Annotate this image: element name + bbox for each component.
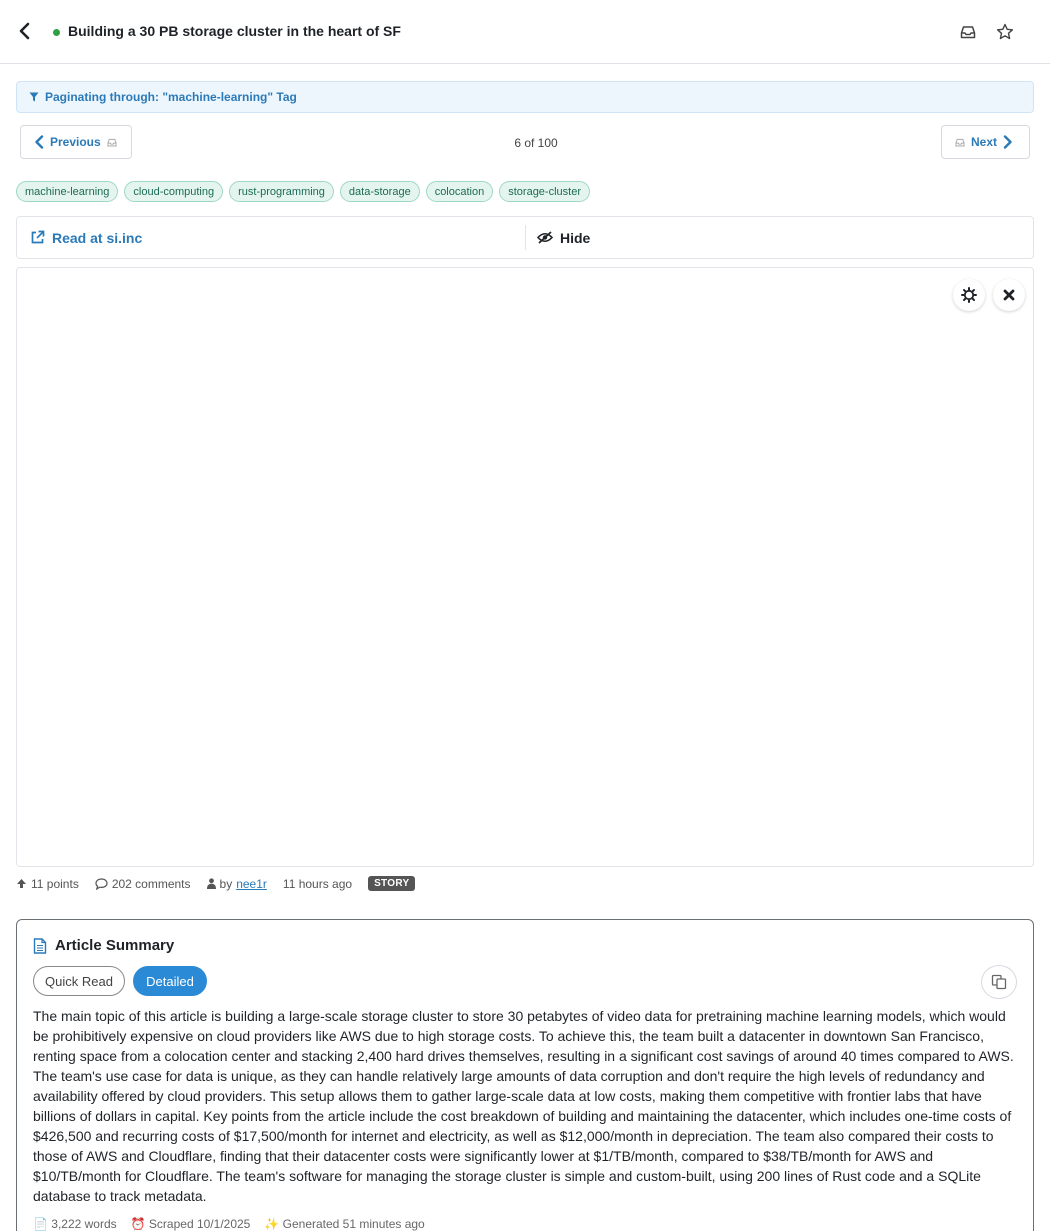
summary-title <box>33 937 174 954</box>
comments-label: 202 comments <box>111 876 191 891</box>
next-label: Next <box>971 135 998 149</box>
page-title: Building a 30 PB storage cluster in the heart of SF <box>68 23 401 39</box>
tag-storage-cluster[interactable]: storage-cluster <box>499 181 590 202</box>
generated-time: ✨ Generated 51 minutes ago <box>264 1217 425 1231</box>
read-original-link[interactable] <box>17 225 526 250</box>
detailed-toggle[interactable]: Detailed <box>133 966 207 996</box>
pagination-banner-text: Paginating through: "machine-learning" Tag <box>45 90 297 104</box>
author-link[interactable]: nee1r <box>236 876 267 891</box>
tag-cloud-computing[interactable]: cloud-computing <box>124 181 223 202</box>
tag-colocation[interactable]: colocation <box>426 181 494 202</box>
summary-title-text: Article Summary <box>55 937 175 954</box>
favorite-button[interactable] <box>993 20 1017 44</box>
author <box>207 877 267 891</box>
arrow-up-icon <box>16 878 27 889</box>
document-icon <box>33 938 47 954</box>
inbox-icon <box>960 25 976 39</box>
read-original-label: Read at si.inc <box>52 229 143 246</box>
frame-settings-button[interactable] <box>953 279 985 311</box>
hide-label: Hide <box>560 229 591 246</box>
points <box>16 877 79 891</box>
tag-machine-learning[interactable]: machine-learning <box>16 181 118 202</box>
filter-icon <box>29 92 39 102</box>
summary-text: The main topic of this article is building a large-scale storage cluster to store 30 petabytes of video data for pretraining machine learning models, which would be prohibitively expensive on cloud providers like AWS due to high storage costs. To achieve this, the team built a datacenter in downtown San Francisco, renting space from a colocation center and stacking 2,400 hard drives themselves, resulting in a significant cost savings of around 40 times compared to AWS. The team's use case for data is unique, as they can handle relatively large amounts of data corruption and don't require the high levels of redundancy and availability offered by cloud providers. This setup allows them to gather large-scale data at low costs, making them competitive with frontier labs that have billions of dollars in capital. Key points from the article include the cost breakdown of building and maintaining the datacenter, which includes one-time costs of $426,500 and recurring costs of $17,500/month for internet and electricity, as well as $12,000/month in depreciation. The team also compared their costs to those of AWS and Cloudflare, finding that their datacenter costs were significantly lower at $1/TB/month, compared to $38/TB/month for AWS and $10/TB/month for Cloudflare. The team's software for managing the storage cluster is simple and custom-built, using 200 lines of Rust code and a SQLite database to track metadata. <box>33 1008 1014 1204</box>
comments-link[interactable] <box>95 877 191 891</box>
word-count: 📄 3,222 words <box>33 1217 117 1231</box>
chevron-left-icon <box>17 22 31 40</box>
comment-icon <box>95 878 108 890</box>
external-link-icon <box>30 230 45 245</box>
previous-label: Previous <box>50 135 101 149</box>
article-action-bar <box>16 216 1034 259</box>
back-button[interactable] <box>12 18 36 44</box>
top-bar <box>0 0 1050 64</box>
tag-data-storage[interactable]: data-storage <box>340 181 420 202</box>
chevron-right-icon <box>1003 135 1013 149</box>
star-icon <box>996 23 1014 41</box>
tag-rust-programming[interactable]: rust-programming <box>229 181 334 202</box>
article-summary-card <box>16 919 1034 1231</box>
time-label: 11 hours ago <box>282 876 353 891</box>
hide-button[interactable] <box>526 217 1033 258</box>
user-icon <box>207 878 216 889</box>
story-meta <box>16 876 415 891</box>
story-badge: STORY <box>368 876 415 891</box>
eye-slash-icon <box>537 231 553 244</box>
inbox-icon <box>955 138 965 147</box>
pagination-banner <box>16 81 1034 113</box>
quick-read-toggle[interactable]: Quick Read <box>33 966 125 996</box>
by-label: by <box>219 876 233 891</box>
archive-button[interactable] <box>956 20 980 44</box>
page-counter: 6 of 100 <box>514 136 558 150</box>
frame-close-button[interactable] <box>993 279 1025 311</box>
next-button[interactable] <box>941 125 1030 159</box>
scraped-date: ⏰ Scraped 10/1/2025 <box>130 1217 251 1231</box>
summary-footer <box>33 1217 439 1231</box>
status-dot <box>53 29 60 36</box>
tag-list <box>16 181 590 202</box>
copy-icon <box>991 974 1007 990</box>
points-label: 11 points <box>31 876 79 891</box>
article-embed-frame[interactable] <box>16 267 1034 867</box>
time <box>283 877 352 891</box>
copy-summary-button[interactable] <box>981 965 1017 999</box>
close-icon <box>1003 289 1015 301</box>
gear-icon <box>961 287 977 303</box>
